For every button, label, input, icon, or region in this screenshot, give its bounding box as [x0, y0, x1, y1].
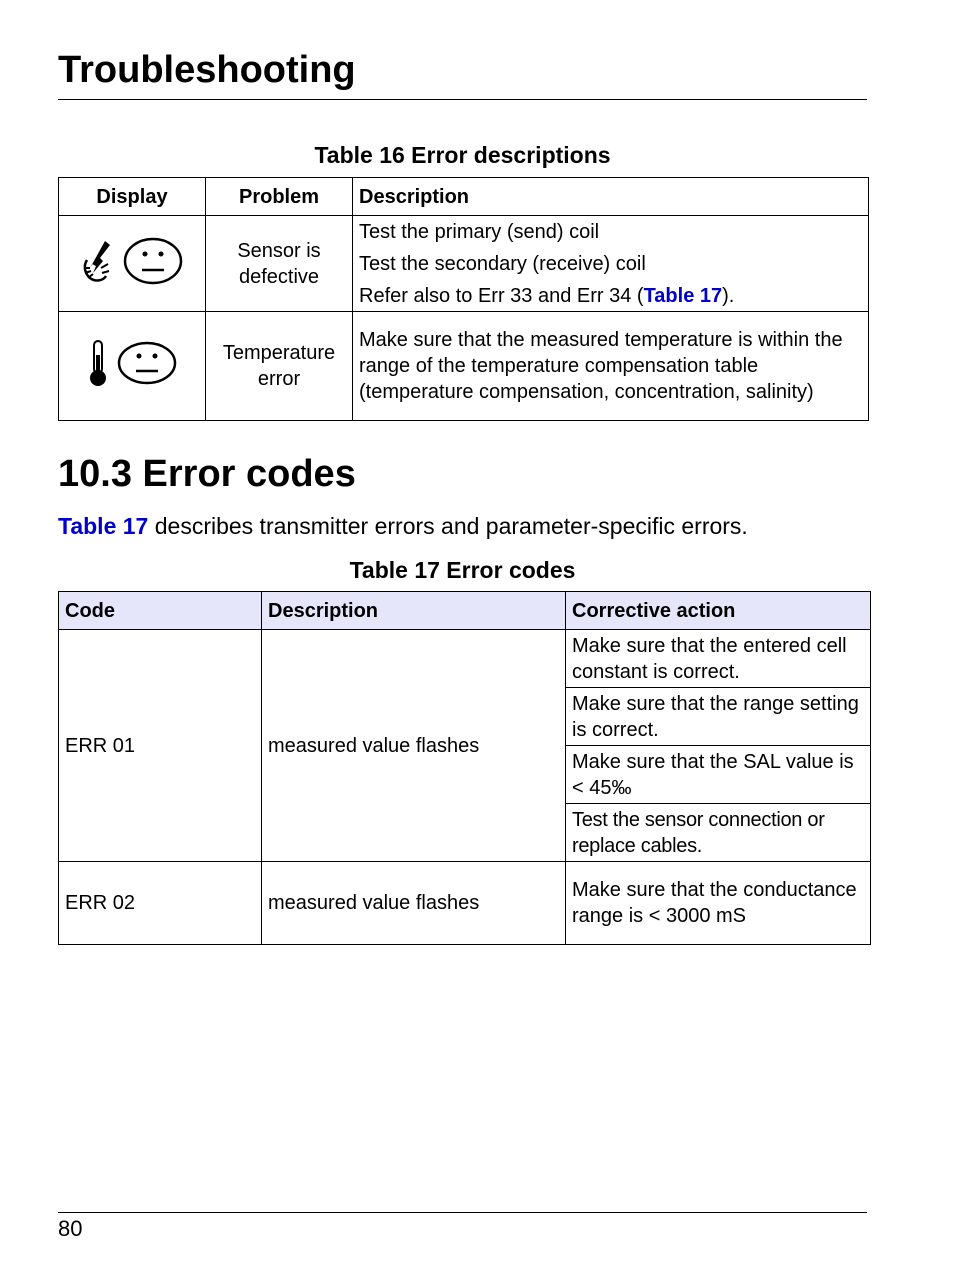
corrective-action-cell: Make sure that the range setting is correct. [566, 688, 871, 746]
table-16-caption: Table 16 Error descriptions [314, 142, 611, 168]
code-cell: ERR 01 [59, 630, 262, 862]
problem-cell: Sensor is defective [206, 216, 353, 312]
broken-sensor-icon [81, 238, 115, 284]
corrective-action-cell: Make sure that the entered cell constant is correct. [566, 630, 871, 688]
table-header-row [59, 178, 869, 216]
intro-text: describes transmitter errors and parameter-specific errors. [148, 513, 748, 539]
error-descriptions-table [58, 177, 869, 421]
section-intro [58, 511, 748, 541]
table-row [59, 630, 871, 688]
column-header-display: Display [59, 178, 206, 216]
refer-prefix: Refer also to Err 33 and Err 34 ( [359, 284, 644, 307]
display-cell [59, 216, 206, 312]
table-row [59, 862, 871, 945]
column-header-description: Description [262, 592, 566, 630]
description-line [359, 283, 862, 309]
sad-face-icon [117, 340, 177, 386]
table-row [59, 216, 869, 312]
description-line: Test the secondary (receive) coil [359, 252, 646, 275]
column-header-problem: Problem [206, 178, 353, 216]
refer-suffix: ). [722, 284, 735, 307]
description-cell: measured value flashes [262, 630, 566, 862]
description-line: Test the primary (send) coil [359, 220, 600, 243]
table-17-link[interactable]: Table 17 [58, 513, 149, 539]
code-cell: ERR 02 [59, 862, 262, 945]
corrective-action-cell: Make sure that the conductance range is < 3000 mS [566, 862, 871, 945]
column-header-code: Code [59, 592, 262, 630]
sad-face-icon [123, 236, 183, 286]
thermometer-icon [87, 339, 109, 387]
footer-divider [58, 1212, 867, 1213]
page-number: 80 [58, 1216, 83, 1241]
table-header-row [59, 592, 871, 630]
header-divider [58, 99, 867, 100]
page-header-title: Troubleshooting [58, 49, 356, 91]
table-17-caption: Table 17 Error codes [349, 557, 576, 583]
description-cell [353, 216, 869, 312]
column-header-corrective-action: Corrective action [566, 592, 871, 630]
description-cell: measured value flashes [262, 862, 566, 945]
table-17-link[interactable]: Table 17 [643, 284, 723, 307]
display-cell [59, 312, 206, 421]
description-cell: Make sure that the measured temperature is within the range of the temperature compensation table (temperature compensation, concentration, salinity) [353, 312, 869, 421]
error-codes-table [58, 591, 871, 945]
table-row [59, 312, 869, 421]
column-header-description: Description [353, 178, 869, 216]
problem-cell: Temperature error [206, 312, 353, 421]
corrective-action-cell: Test the sensor connection or replace cables. [566, 804, 871, 862]
corrective-action-cell: Make sure that the SAL value is < 45‰ [566, 746, 871, 804]
section-title: 10.3 Error codes [58, 453, 356, 495]
